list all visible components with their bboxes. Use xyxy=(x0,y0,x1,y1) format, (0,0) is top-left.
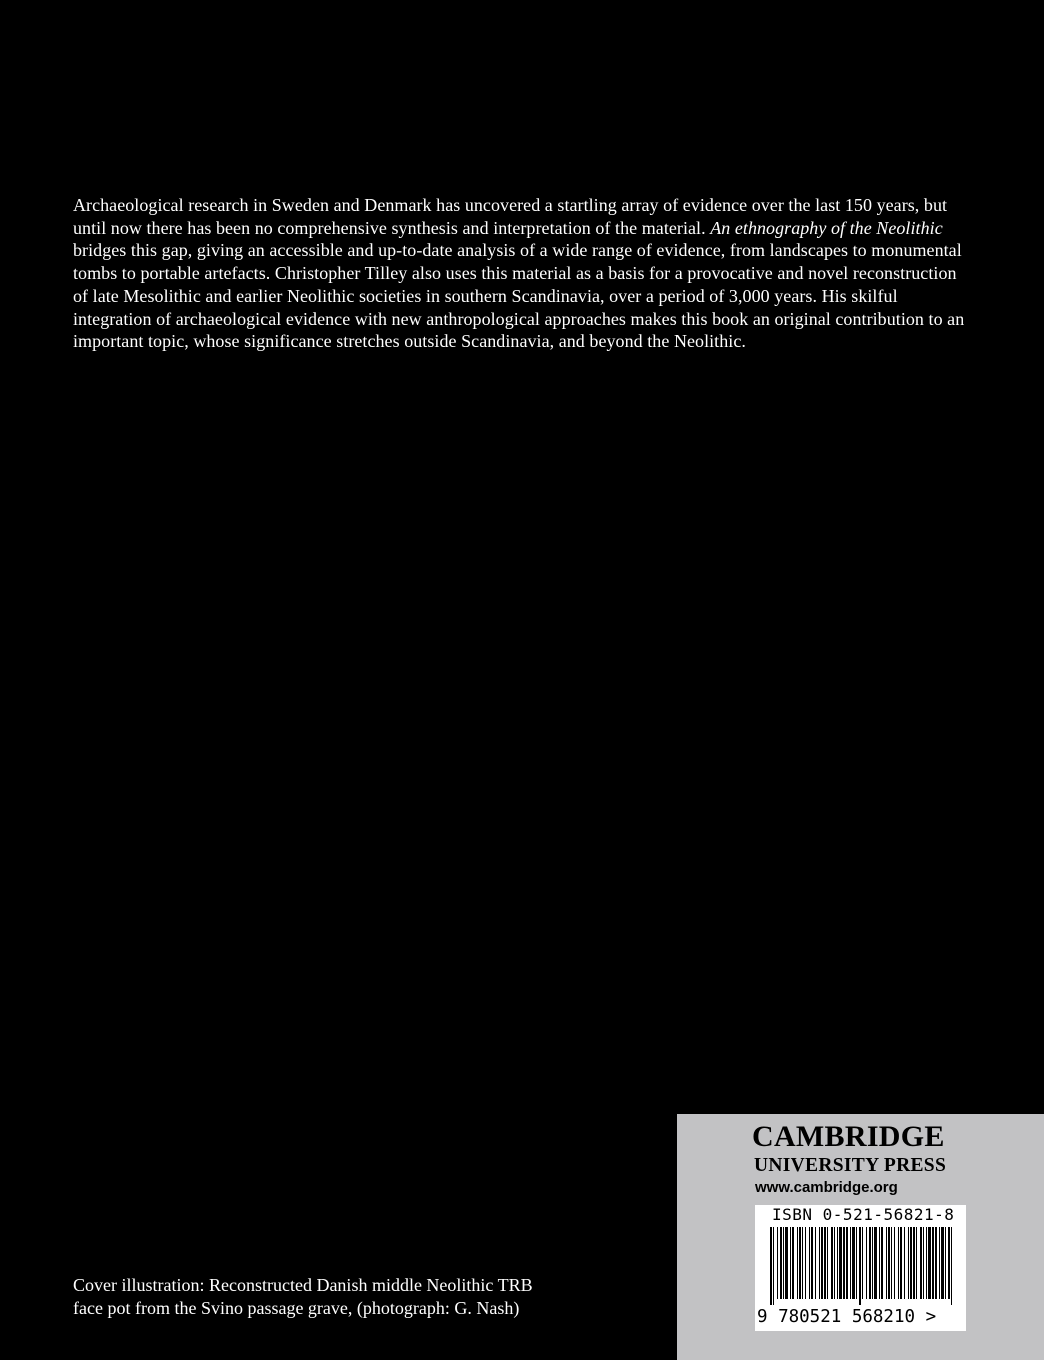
barcode-bar xyxy=(910,1227,912,1299)
back-cover-blurb xyxy=(73,194,973,353)
cover-illustration-caption xyxy=(73,1274,633,1319)
barcode-bar xyxy=(811,1227,813,1299)
barcode-bar xyxy=(792,1227,794,1299)
barcode-bar xyxy=(866,1227,867,1299)
caption-line-2: face pot from the Svino passage grave, (photograph: G. Nash) xyxy=(73,1297,520,1318)
barcode-bar xyxy=(881,1227,883,1299)
barcode-icon xyxy=(768,1227,958,1307)
publisher-subtitle: UNIVERSITY PRESS xyxy=(754,1155,947,1176)
blurb-text-end: bridges this gap, giving an accessible and up-to-date analysis of a wide range of evidence, from landscapes to monumental tombs to portable artefacts. Christopher Tilley also uses this material as a basis for a provocative and novel reconstruction of late Mesolithic and earlier Neolithic societies in southern Scandinavia, over a period of 3,000 years. His skilful integration of archaeological evidence with new anthropological approaches makes this book an original contribution to an important topic, whose significance stretches outside Scandinavia, and beyond the Neolithic. xyxy=(73,240,965,352)
barcode-bar xyxy=(852,1227,855,1299)
barcode-bar xyxy=(770,1227,772,1305)
barcode-bar xyxy=(859,1227,861,1305)
barcode-bar xyxy=(935,1227,937,1299)
barcode-bar xyxy=(843,1227,845,1299)
barcode-bar xyxy=(799,1227,801,1299)
barcode-bar xyxy=(869,1227,871,1299)
barcode-bar xyxy=(939,1227,940,1299)
barcode-bar xyxy=(815,1227,816,1299)
barcode-bar xyxy=(900,1227,902,1299)
barcode-bar xyxy=(948,1227,950,1299)
barcode-bar xyxy=(862,1227,863,1299)
barcode-bar xyxy=(790,1227,791,1299)
barcode-bar xyxy=(773,1227,774,1305)
barcode-bar xyxy=(802,1227,803,1299)
barcode-bar xyxy=(904,1227,905,1299)
barcode-bar xyxy=(831,1227,833,1299)
barcode-bar xyxy=(805,1227,806,1299)
isbn-label: ISBN 0-521-56821-8 xyxy=(772,1205,955,1224)
barcode-bar xyxy=(928,1227,931,1299)
barcode-bar xyxy=(819,1227,820,1299)
barcode-bar xyxy=(945,1227,946,1299)
publisher-url: www.cambridge.org xyxy=(755,1179,898,1196)
barcode-bar xyxy=(783,1227,784,1299)
barcode-bar xyxy=(809,1227,810,1299)
barcode-bar xyxy=(874,1227,877,1299)
barcode-bar xyxy=(879,1227,880,1299)
barcode-bar xyxy=(837,1227,838,1299)
barcode-bar xyxy=(908,1227,909,1299)
barcode-bar xyxy=(920,1227,922,1299)
barcode-bar xyxy=(891,1227,892,1299)
caption-line-1: Cover illustration: Reconstructed Danish middle Neolithic TRB xyxy=(73,1275,533,1295)
barcode-bar xyxy=(951,1227,952,1305)
barcode-bar xyxy=(888,1227,890,1299)
barcode-digits: 9 780521 568210 > xyxy=(757,1307,937,1327)
barcode-bar xyxy=(850,1227,851,1299)
barcode-bar xyxy=(827,1227,828,1299)
blurb-text-start: Archaeological research in Sweden and Denmark has uncovered a startling array of evidence over the last 150 years, but until now there has been no comprehensive synthesis and interpretation of the material. xyxy=(73,195,948,238)
barcode-bar xyxy=(839,1227,842,1299)
barcode-bar xyxy=(941,1227,944,1299)
barcode-bar xyxy=(797,1227,798,1299)
barcode-bar xyxy=(777,1227,778,1299)
barcode-bar xyxy=(824,1227,826,1299)
barcode-bar xyxy=(916,1227,917,1299)
barcode-bar xyxy=(894,1227,895,1299)
barcode-bar xyxy=(780,1227,782,1299)
barcode-bar xyxy=(856,1227,857,1299)
book-title-italic: An ethnography of the Neolithic xyxy=(710,217,943,238)
barcode-bar xyxy=(846,1227,848,1299)
publisher-name: CAMBRIDGE xyxy=(752,1120,945,1153)
barcode-bar xyxy=(898,1227,899,1299)
barcode-bar xyxy=(886,1227,887,1299)
barcode-bar xyxy=(932,1227,934,1299)
barcode-bar xyxy=(923,1227,924,1299)
barcode-bar xyxy=(785,1227,788,1299)
barcode-bar xyxy=(872,1227,873,1299)
barcode-bar xyxy=(834,1227,835,1299)
barcode-bar xyxy=(926,1227,927,1299)
barcode-bar xyxy=(821,1227,823,1299)
barcode-bar xyxy=(913,1227,915,1299)
